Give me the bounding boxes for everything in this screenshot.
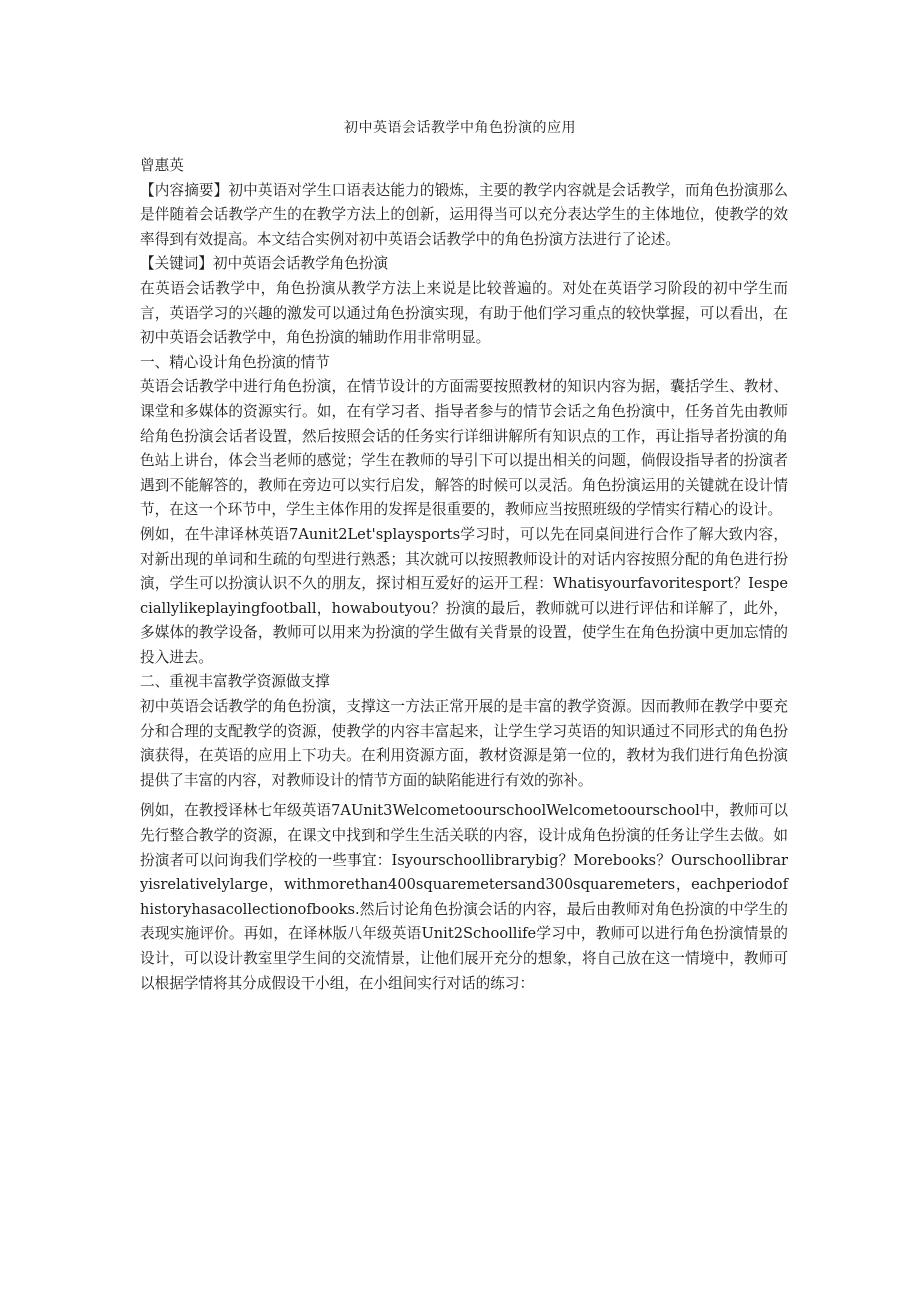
section1-paragraph-1: 英语会话教学中进行角色扮演，在情节设计的方面需要按照教材的知识内容为据，囊括学生、教材、课堂和多媒体的资源实行。如，在有学习者、指导者参与的情节会话之角色扮演中，任务首先由教师给角色扮演会话者设置，然后按照会话的任务实行详细讲解所有知识点的工作，再让指导者扮演的角色站上讲台，体会当老师的感觉；学生在教师的导引下可以提出相关的问题，倘假设指导者的扮演者遇到不能解答的，教师在旁边可以实行启发，解答的时候可以灵活。角色扮演运用的关键就在设计情节，在这一个环节中，学生主体作用的发挥是很重要的，教师应当按照班级的学情实行精心的设计。 [140, 378, 788, 519]
section2-paragraph-2: 例如，在教授译林七年级英语7AUnit3WelcometoourschoolWelcometoourschool中，教师可以先行整合教学的资源，在课文中找到和学生生活关联的内容，设计成角色扮演的任务让学生去做。如扮演者可以问询我们学校的一些事宜：Isyourschoollibrarybig？Morebooks？Ourschoollibraryisrelativelylarge，withmorethan400squaremetersand300squaremeters，eachperiodofhistoryhasacollectionofbooks.然后讨论角色扮演会话的内容，最后由教师对角色扮演的中学生的表现实施评价。再如，在译林版八年级英语Unit2Schoollife学习中，教师可以进行角色扮演情景的设计，可以设计教室里学生间的交流情景，让他们展开充分的想象，将自己放在这一情境中，教师可以根据学情将其分成假设干小组，在小组间实行对话的练习： [140, 802, 788, 992]
document-title: 初中英语会话教学中角色扮演的应用 [344, 120, 576, 136]
keywords-line: 【关键词】初中英语会话教学角色扮演 [140, 255, 389, 273]
section1-paragraph-2: 例如，在牛津译林英语7Aunit2Let'splaysports学习时，可以先在同桌间进行合作了解大致内容，对新出现的单词和生疏的句型进行熟悉；其次就可以按照教师设计的对话内容按照分配的角色进行扮演，学生可以扮演认识不久的朋友，探讨相互爱好的运开工程：Whatisyourfavoritesport？Iespeciallylikeplayingfootball，howaboutyou？扮演的最后，教师就可以进行评估和详解了，此外，多媒体的教学设备，教师可以用来为扮演的学生做有关背景的设置，使学生在角色扮演中更加忘情的投入进去。 [140, 525, 788, 666]
document-body [140, 154, 788, 996]
abstract-paragraph: 【内容摘要】初中英语对学生口语表达能力的锻炼，主要的教学内容就是会话教学，而角色扮演那么是伴随着会话教学产生的在教学方法上的创新，运用得当可以充分表达学生的主体地位，使教学的效率得到有效提高。本文结合实例对初中英语会话教学中的角色扮演方法进行了论述。 [140, 181, 788, 248]
section-heading-1: 一、精心设计角色扮演的情节 [140, 353, 330, 371]
author-line: 曾惠英 [140, 157, 184, 174]
intro-paragraph: 在英语会话教学中，角色扮演从教学方法上来说是比较普遍的。对处在英语学习阶段的初中学生而言，英语学习的兴趣的激发可以通过角色扮演实现，有助于他们学习重点的较快掌握，可以看出，在初中英语会话教学中，角色扮演的辅助作用非常明显。 [140, 279, 788, 347]
section-heading-2: 二、重视丰富教学资源做支撑 [140, 673, 330, 691]
section2-paragraph-1: 初中英语会话教学的角色扮演，支撑这一方法正常开展的是丰富的教学资源。因而教师在教学中要充分和合理的支配教学的资源，使教学的内容丰富起来，让学生学习英语的知识通过不同形式的角色扮演获得，在英语的应用上下功夫。在利用资源方面，教材资源是第一位的，教材为我们进行角色扮演提供了丰富的内容，对教师设计的情节方面的缺陷能进行有效的弥补。 [140, 698, 788, 789]
